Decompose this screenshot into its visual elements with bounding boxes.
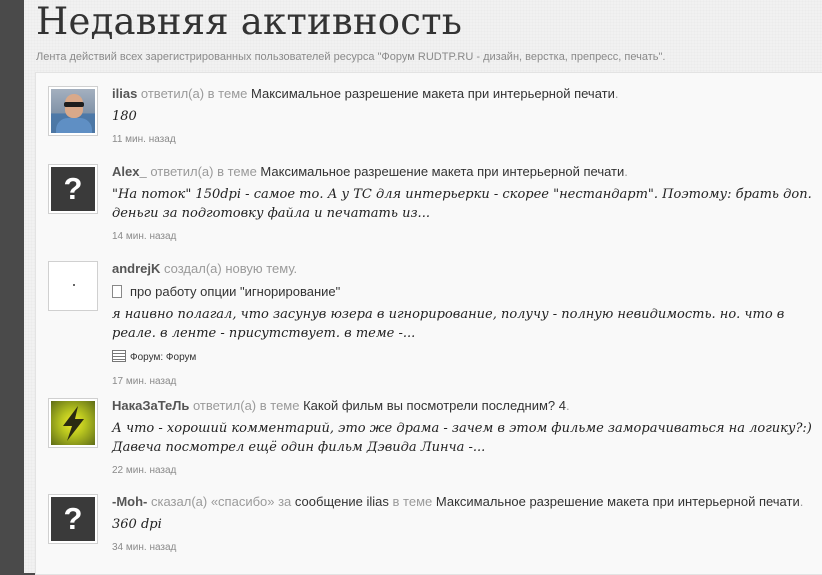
avatar[interactable] — [48, 494, 98, 544]
avatar[interactable] — [48, 261, 98, 311]
post-excerpt: 360 dpi — [112, 517, 162, 532]
user-photo-icon — [51, 89, 95, 133]
punctuation: . — [566, 398, 570, 413]
lightning-bolt-icon — [51, 401, 95, 445]
activity-feed — [35, 72, 822, 575]
page-container — [24, 0, 822, 573]
forum-icon — [112, 350, 126, 362]
avatar[interactable] — [48, 398, 98, 448]
thread-title-link[interactable]: про работу опции "игнорирование" — [130, 284, 341, 299]
topic-link[interactable]: Максимальное разрешение макета при интерьерной печати — [260, 164, 625, 179]
post-excerpt: А что - хороший комментарий, это же драма - зачем в этом фильме заморачиваться на логику?:) Давеча посмотрел ещё один фильм Дэвида Линча -... — [112, 421, 812, 455]
punctuation: . — [614, 86, 619, 101]
timestamp[interactable]: 22 мин. назад — [112, 465, 177, 476]
action-text: ответил(а) в теме — [137, 86, 252, 101]
forum-link[interactable]: Форум: Форум — [130, 352, 197, 363]
user-link[interactable]: ilias — [112, 86, 138, 101]
timestamp[interactable]: 17 мин. назад — [112, 376, 177, 387]
question-mark-icon: ? — [51, 497, 95, 541]
blank-avatar-icon — [51, 264, 95, 308]
topic-link[interactable]: Какой фильм вы посмотрели последним? 4 — [303, 398, 566, 413]
question-mark-icon: ? — [51, 167, 95, 211]
action-text: в теме — [388, 494, 436, 509]
action-text: ответил(а) в теме — [189, 398, 304, 413]
post-link[interactable]: сообщение ilias — [294, 494, 389, 509]
avatar[interactable] — [48, 164, 98, 214]
user-link[interactable]: Alex_ — [112, 164, 147, 179]
topic-link[interactable]: Максимальное разрешение макета при интерьерной печати — [251, 86, 615, 101]
timestamp[interactable]: 34 мин. назад — [112, 542, 177, 553]
post-excerpt: я наивно полагал, что засунув юзера в игнорирование, получу - полную невидимость. но. что в реале. в ленте - присутствует. в теме -... — [112, 307, 785, 341]
post-excerpt: "На поток" 150dpi - самое то. А у ТС для интерьерки - скорее "нестандарт". Поэтому: брать доп. деньги за подготовку файла и печатать из... — [112, 187, 812, 221]
action-text: создал(а) новую тему. — [160, 261, 298, 276]
document-icon — [112, 285, 122, 298]
punctuation: . — [624, 164, 628, 179]
avatar[interactable] — [48, 86, 98, 136]
punctuation: . — [799, 494, 804, 509]
timestamp[interactable]: 14 мин. назад — [112, 231, 177, 242]
user-link[interactable]: -Moh- — [112, 494, 148, 509]
action-text: ответил(а) в теме — [146, 164, 261, 179]
page-subtitle: Лента действий всех зарегистрированных пользователей ресурса "Форум RUDTP.RU - дизайн, верстка, препресс, печать". — [36, 51, 666, 63]
timestamp[interactable]: 11 мин. назад — [112, 134, 176, 145]
post-excerpt: 180 — [112, 109, 137, 124]
page-title: Недавняя активность — [36, 0, 463, 43]
user-link[interactable]: НакаЗаТеЛь — [112, 398, 190, 413]
action-text: сказал(а) «спасибо» за — [147, 494, 295, 509]
user-link[interactable]: andrejK — [112, 261, 161, 276]
topic-link[interactable]: Максимальное разрешение макета при интерьерной печати — [435, 494, 800, 509]
